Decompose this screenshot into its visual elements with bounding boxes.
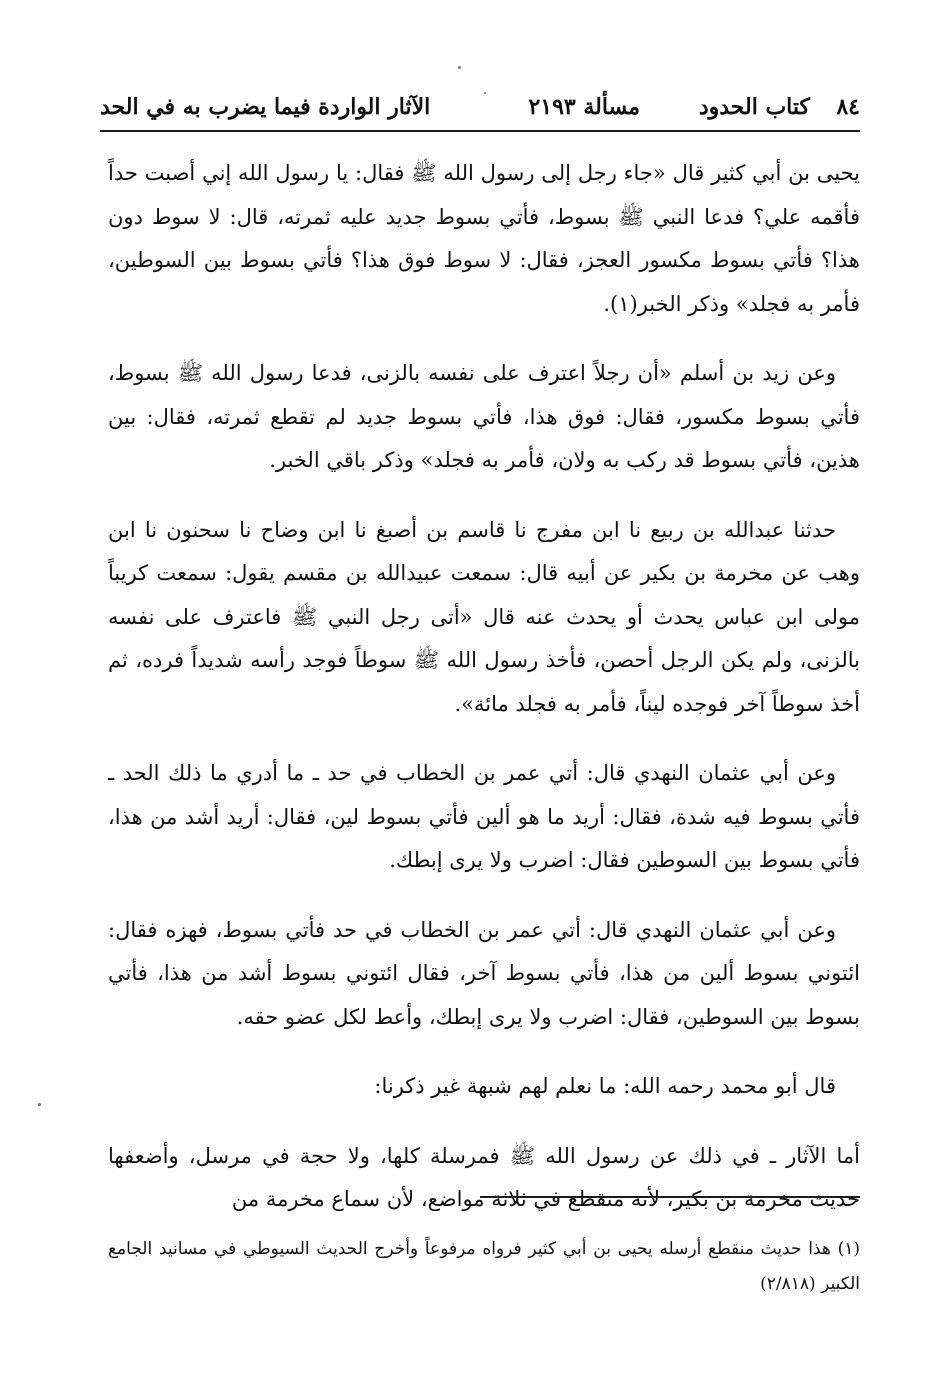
paragraph: قال أبو محمد رحمه الله: ما نعلم لهم شبهة غير ذكرنا: [374, 1074, 836, 1098]
issue-number: مسألة ٢١٩٣ [528, 94, 640, 120]
footnote-divider [480, 1196, 860, 1198]
paragraph: أما الآثار ـ في ذلك عن رسول الله ﷺ فمرسلة كلها، ولا حجة في مرسل، وأضعفها حديث مخرمة بن بكير، لأنه منقطع في ثلاثة مواضع، لأن سماع مخرمة من [108, 1143, 860, 1211]
book-title: كتاب الحدود [698, 94, 810, 120]
footnote: (١) هذا حديث منقطع أرسله يحيى بن أبي كثير فرواه مرفوعاً وأخرج الحديث السيوطي في مسانيد الجامع الكبير (٢/٨١٨) [108, 1239, 860, 1294]
running-header [100, 88, 860, 132]
paragraph: وعن أبي عثمان النهدي قال: أتي عمر بن الخطاب في حد فأتي بسوط، فهزه فقال: ائتوني بسوط ألين من هذا، فأتي بسوط آخر، فقال ائتوني بسوط أشد من هذا، فأتي بسوط بين السوطين، فقال: اضرب ولا يرى إبطك، وأعط لكل عضو حقه. [108, 917, 860, 1029]
paragraph: يحيى بن أبي كثير قال «جاء رجل إلى رسول الله ﷺ فقال: يا رسول الله إني أصبت حداً فأقمه علي؟ فدعا النبي ﷺ بسوط، فأتي بسوط جديد عليه ثمرته، قال: لا سوط دون هذا؟ فأتي بسوط مكسور العجز، فقال: لا سوط فوق هذا؟ فأتي بسوط بين السوطين، فأمر به فجلد» وذكر الخبر(١). [108, 161, 860, 316]
section-title: الآثار الواردة فيما يضرب به في الحد [100, 94, 431, 120]
paragraph: وعن أبي عثمان النهدي قال: أتي عمر بن الخطاب في حد ـ ما أدري ما ذلك الحد ـ فأتي بسوط فيه شدة، فقال: أريد ما هو ألين فأتي بسوط لين، فقال: أريد أشد من هذا، فأتي بسوط بين السوطين فقال: اضرب ولا يرى إبطك. [108, 761, 860, 872]
paragraph: حدثنا عبدالله بن ربيع نا ابن مفرج نا قاسم بن أصبغ نا ابن وضاح نا سحنون نا ابن وهب عن مخرمة بن بكير عن أبيه قال: سمعت عبيدالله بن مقسم يقول: سمعت كريباً مولى ابن عباس يحدث أو يحدث عنه قال «أتى رجل النبي ﷺ فاعترف على نفسه بالزنى، ولم يكن الرجل أحصن، فأخذ رسول الله ﷺ سوطاً فوجد رأسه شديداً فرده، ثم أخذ سوطاً آخر فوجده ليناً، فأمر به فجلد مائة». [108, 517, 860, 716]
page-number: ٨٤ [836, 94, 860, 120]
paragraph: وعن زيد بن أسلم «أن رجلاً اعترف على نفسه بالزنى، فدعا رسول الله ﷺ بسوط، فأتي بسوط مكسور، فقال: فوق هذا، فأتي بسوط جديد لم تقطع ثمرته، فقال: بين هذين، فأتي بسوط قد ركب به ولان، فأمر به فجلد» وذكر باقي الخبر. [108, 361, 860, 472]
main-text [108, 152, 860, 1222]
